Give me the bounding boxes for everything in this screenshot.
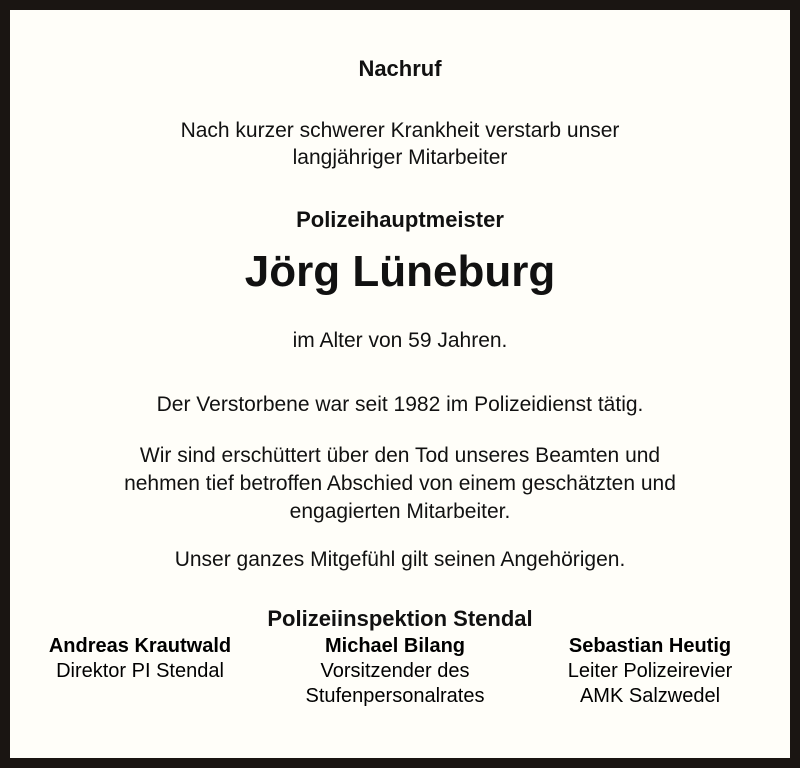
- deceased-age: im Alter von 59 Jahren.: [292, 329, 508, 352]
- intro-line-1: Nach kurzer schwerer Krankheit verstarb unser: [180, 119, 620, 142]
- deceased-rank: Polizeihauptmeister: [296, 207, 504, 232]
- signatory-title-line: Vorsitzender des: [320, 660, 470, 682]
- grief-line-2: nehmen tief betroffen Abschied von einem geschätzten und: [124, 472, 676, 495]
- service-statement: Der Verstorbene war seit 1982 im Polizeidienst tätig.: [156, 393, 644, 416]
- signatory-3: [530, 634, 770, 709]
- signatory-name: Andreas Krautwald: [48, 635, 232, 657]
- signatory-1: [20, 634, 260, 684]
- signatory-title-line: Leiter Polizeirevier: [567, 660, 733, 682]
- organization-name: Polizeiinspektion Stendal: [267, 606, 533, 631]
- grief-line-1: Wir sind erschüttert über den Tod unseres Beamten und: [139, 444, 661, 467]
- signatory-2: [275, 634, 515, 709]
- grief-line-3: engagierten Mitarbeiter.: [289, 500, 511, 523]
- intro-line-2: langjähriger Mitarbeiter: [292, 146, 508, 169]
- signatory-title-line: AMK Salzwedel: [579, 685, 721, 707]
- signatory-title-line: Stufenpersonalrates: [305, 685, 485, 707]
- sympathy-statement: Unser ganzes Mitgefühl gilt seinen Angehörigen.: [174, 548, 626, 571]
- signatory-title-line: Direktor PI Stendal: [56, 660, 224, 682]
- signatory-name: Sebastian Heutig: [568, 635, 732, 657]
- notice-heading: Nachruf: [358, 56, 442, 81]
- signatory-name: Michael Bilang: [324, 635, 466, 657]
- deceased-name: Jörg Lüneburg: [244, 247, 556, 296]
